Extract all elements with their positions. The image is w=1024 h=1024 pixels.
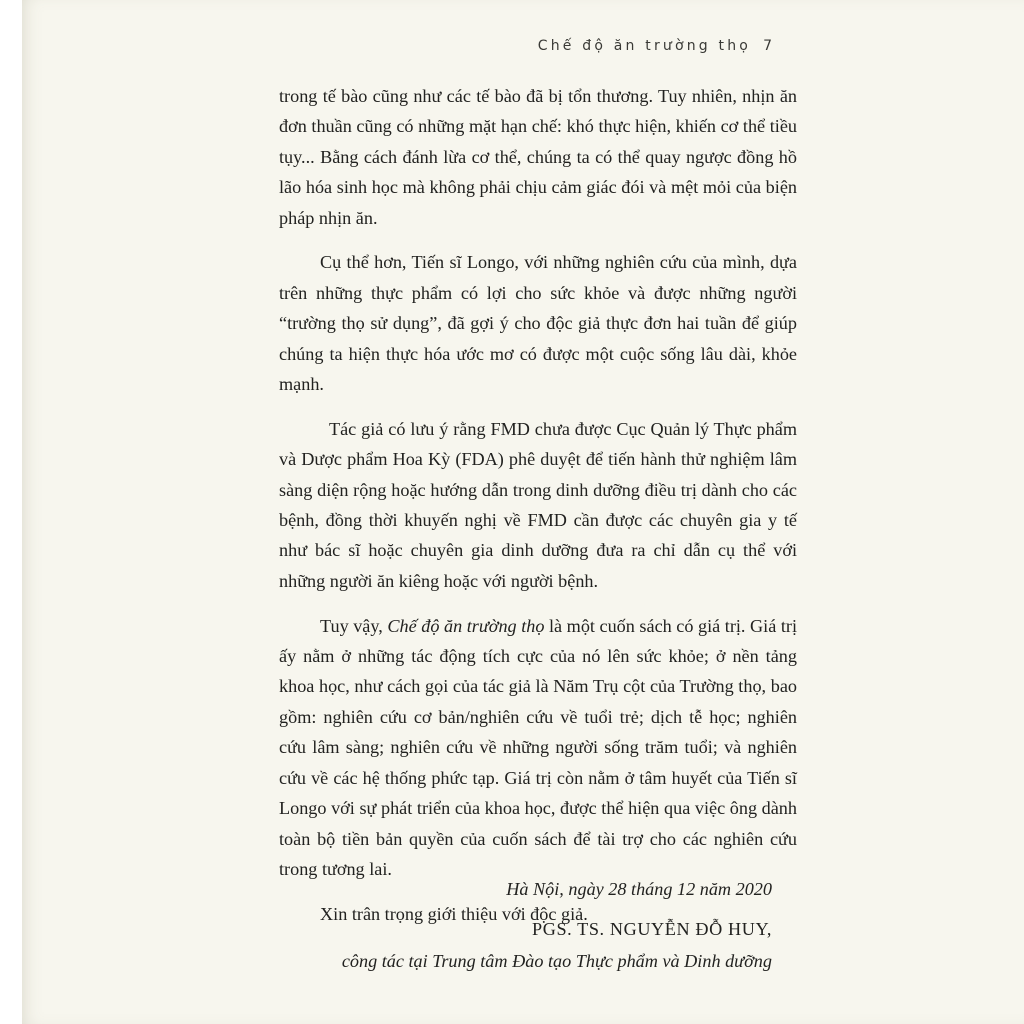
paragraph-4-rest: là một cuốn sách có giá trị. Giá trị ấy nằm ở những tác động tích cực của nó lên sức khỏe; ở nền tảng khoa học, như cách gọi của tác giả là Năm Trụ cột của Trường thọ, bao gồm: nghiên cứu cơ bản/nghiên cứu về tuổi trẻ; dịch tễ học; nghiên cứu lâm sàng; nghiên cứu về những người sống trăm tuổi; và nghiên cứu về các hệ thống phức tạp. Giá trị còn nằm ở tâm huyết của Tiến sĩ Longo với sự phát triển của khoa học, được thể hiện qua việc ông dành toàn bộ tiền bản quyền của cuốn sách để tài trợ cho các nghiên cứu trong tương lai. xyxy=(279,615,798,879)
running-header xyxy=(538,38,772,54)
paragraph-5: Xin trân trọng giới thiệu với độc giả. xyxy=(320,903,588,924)
running-header-title: Chế độ ăn trường thọ xyxy=(537,38,752,54)
signature-affiliation: công tác tại Trung tâm Đào tạo Thực phẩm và Dinh dưỡng xyxy=(341,951,772,971)
signature-name: PGS. TS. NGUYỄN ĐỖ HUY, xyxy=(532,919,772,939)
paragraph-4 xyxy=(279,611,797,885)
body-text xyxy=(279,81,797,944)
book-title-italic: Chế độ ăn trường thọ xyxy=(387,615,545,636)
paragraph-1: trong tế bào cũng như các tế bào đã bị tổn thương. Tuy nhiên, nhịn ăn đơn thuần cũng có những mặt hạn chế: khó thực hiện, khiến cơ thể tiều tụy... Bằng cách đánh lừa cơ thể, chúng ta có thể quay ngược đồng hồ lão hóa sinh học mà không phải chịu cảm giác đói và mệt mỏi của biện pháp nhịn ăn. xyxy=(279,86,797,228)
paragraph-4-start: Tuy vậy, xyxy=(320,615,388,636)
paragraph-2: Cụ thể hơn, Tiến sĩ Longo, với những nghiên cứu của mình, dựa trên những thực phẩm có lợi cho sức khỏe và được những người “trường thọ sử dụng”, đã gợi ý cho độc giả thực đơn hai tuần để giúp chúng ta hiện thực hóa ước mơ có được một cuộc sống lâu dài, khỏe mạnh. xyxy=(279,252,797,395)
book-page xyxy=(22,0,1024,1024)
page-number: 7 xyxy=(763,38,772,54)
paragraph-3: Tác giả có lưu ý rằng FMD chưa được Cục Quản lý Thực phẩm và Dược phẩm Hoa Kỳ (FDA) phê duyệt để tiến hành thử nghiệm lâm sàng diện rộng hoặc hướng dẫn trong dinh dưỡng điều trị dành cho các bệnh, đồng thời khuyến nghị về FMD cần được các chuyên gia y tế như bác sĩ hoặc chuyên gia dinh dưỡng đưa ra chỉ dẫn cụ thể với những người ăn kiêng hoặc với người bệnh. xyxy=(279,418,797,591)
signature-place-date: Hà Nội, ngày 28 tháng 12 năm 2020 xyxy=(506,879,772,899)
